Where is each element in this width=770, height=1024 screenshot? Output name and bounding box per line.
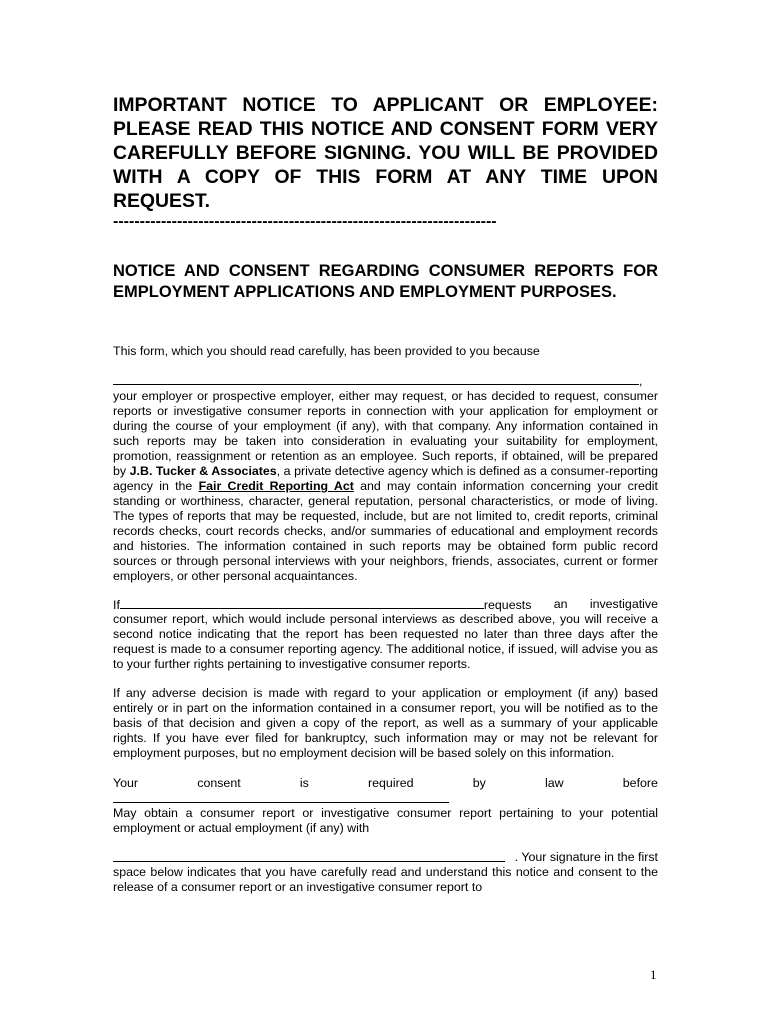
consent-word-4: required [368,776,414,790]
paragraph-reports-description [113,389,658,584]
paragraph-consent-line1 [113,776,658,791]
requester-blank[interactable] [120,597,484,609]
paragraph2-word-requests: requests [483,598,532,612]
paragraph-investigative-line1 [113,597,658,613]
paragraph-signature-rest: space below indicates that you have carefully read and understand this notice and consent to the release of a consumer report or an investigative consumer report to [113,865,658,894]
paragraph-consent-rest: May obtain a consumer report or investigative consumer report pertaining to your potential employment or actual employment (if any) with [113,806,658,835]
blank-comma: , [639,374,643,388]
intro-line [113,344,658,359]
paragraph1-text-a: your employer or prospective employer, either may request, or has decided to request, consumer reports or investigative consumer reports in connection with your application for employment or during the course of your employment (if any), with that company. Any information contained in such reports may be taken into consideration in evaluating your suitability for employment, promotion, reassignment or retention as an employee. Such reports, if obtained, will be prepared by [113,389,658,478]
signature-blank-line [113,850,658,865]
signature-line-text: . Your signature in the first [514,850,658,864]
consent-word-7: before [622,776,658,790]
consent-word-3: is [299,776,309,790]
paragraph1-text-b: , a private detective agency which is defined as a consumer-reporting agency in the [113,464,659,493]
consent-heading: NOTICE AND CONSENT REGARDING CONSUMER REPORTS FOR EMPLOYMENT APPLICATIONS AND EMPLOYMENT PURPOSES. [113,262,658,301]
paragraph2-word-an: an [553,597,568,611]
agency-name: J.B. Tucker & Associates [129,464,277,478]
paragraph2-lead: If [113,598,120,612]
paragraph-adverse-decision: If any adverse decision is made with regard to your application or employment (if any) based entirely or in part on the information contained in a consumer report, you will be notified as to the basis of that decision and given a copy of the report, as well as a summary of your applicable rights. If you have ever filed for bankruptcy, such information may or may not be relevant for employment purposes, but no employment decision will be based solely on this information. [113,686,658,760]
notice-title: IMPORTANT NOTICE TO APPLICANT OR EMPLOYEE: PLEASE READ THIS NOTICE AND CONSENT FORM VERY CAREFULLY BEFORE SIGNING. YOU WILL BE PROVIDED WITH A COPY OF THIS FORM AT ANY TIME UPON REQUEST. [113,94,658,212]
page-number: 1 [650,967,657,982]
company-name-blank[interactable] [113,373,639,385]
paragraph2-word-investigative: investigative [589,597,658,611]
fcra-act-name: Fair Credit Reporting Act [198,479,354,493]
consent-required-line [113,776,658,791]
paragraph1-text-c: and may contain information concerning your credit standing or worthiness, character, general reputation, personal characteristics, or mode of living. The types of reports that may be requested, include, but are not limited to, credit reports, criminal records checks, court records checks, and/or summaries of educational and employment records and histories. The information contained in such reports may be obtained form public record sources or through personal interviews with your neighbors, friends, associates, current or former employers, or other personal acquaintances. [113,479,658,583]
consent-party-blank[interactable] [113,791,449,803]
signature-line-row [113,850,658,865]
consent-word-6: law [544,776,564,790]
consent-blank-line [113,791,658,807]
dashed-divider: ------------------------------------------------------------------------ [113,213,497,230]
employer-name-blank[interactable] [113,850,505,862]
consent-word-1: Your [113,776,139,790]
intro-text: This form, which you should read carefully, has been provided to you because [113,344,540,358]
paragraph-investigative-rest: consumer report, which would include personal interviews as described above, you will receive a second notice indicating that the report has been requested no later than three days after the request is made to a consumer reporting agency. The additional notice, if issued, will advise you as to your further rights pertaining to investigative consumer reports. [113,612,658,671]
consent-word-5: by [472,776,486,790]
consent-word-2: consent [197,776,241,790]
paragraph2-lead-group [113,597,531,613]
paragraph2-first-line [113,597,658,613]
company-blank-line [113,373,658,389]
